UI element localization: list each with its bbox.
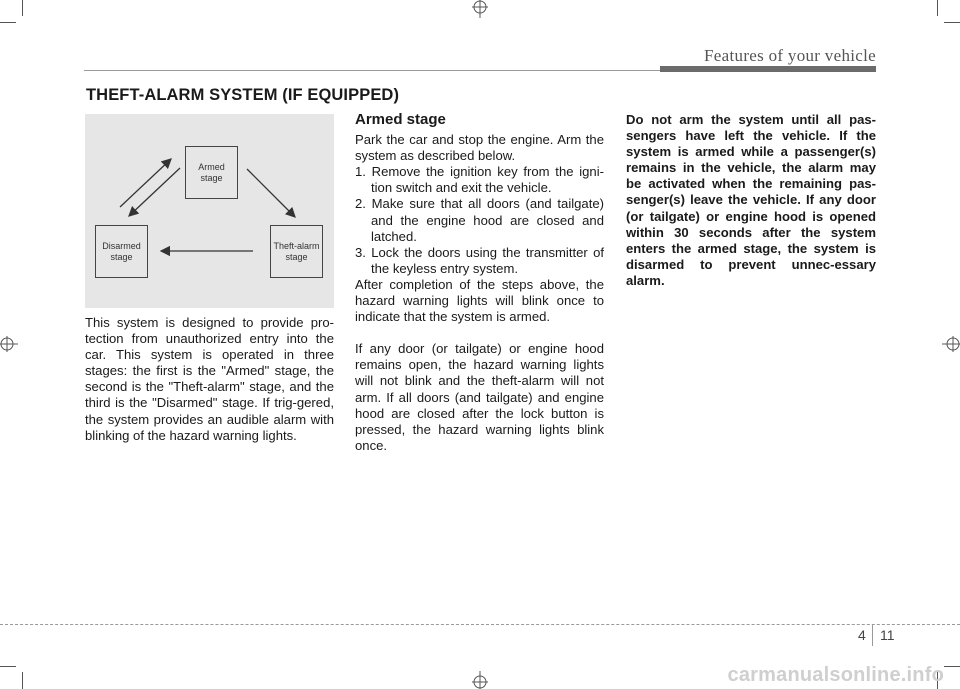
crop-mark [937, 0, 938, 16]
crop-mark [22, 672, 23, 689]
registration-mark-right [940, 334, 960, 354]
section-title: THEFT-ALARM SYSTEM (IF EQUIPPED) [86, 86, 400, 104]
crop-mark [0, 666, 16, 667]
list-item: 3. Lock the doors using the transmitter of the keyless entry system. [355, 244, 604, 276]
disarmed-stage-label: Disarmed stage [102, 240, 141, 262]
registration-mark-left [0, 334, 20, 354]
chapter-number: 4 [858, 627, 866, 643]
crop-mark [944, 22, 960, 23]
arrow-armed-to-theft [247, 169, 295, 217]
crop-mark [22, 0, 23, 16]
crop-mark [0, 22, 16, 23]
list-item: 1. Remove the ignition key from the igni-tion switch and exit the vehicle. [355, 164, 604, 196]
door-open-paragraph: If any door (or tailgate) or engine hood remains open, the hazard warning lights will not blink and the theft-alarm will not arm. If all doors (and tailgate) and engine hood are closed after the lock button is pressed, the hazard warning lights blink once. [355, 341, 604, 453]
footer-rule [0, 624, 960, 625]
column-2 [355, 112, 604, 462]
crop-mark [944, 666, 960, 667]
intro-paragraph: This system is designed to provide pro-tection from unauthorized entry into the car. This system is operated in three stages: the first is the "Armed" stage, the second is the "Theft-alarm" stage, and the third is the "Disarmed" stage. If trig-gered, the system provides an audible alarm with blinking of the hazard warning lights. [85, 315, 334, 443]
registration-mark-bottom [470, 669, 490, 689]
column-3 [626, 112, 876, 289]
page-number: 11 [880, 627, 895, 643]
page-number-divider [872, 624, 873, 646]
armed-stage-intro: Park the car and stop the engine. Arm the system as described below. [355, 132, 604, 164]
arming-steps [355, 164, 604, 277]
armed-stage-heading: Armed stage [355, 111, 446, 128]
column-1 [85, 315, 334, 452]
header-rule-accent [660, 66, 876, 72]
diagram-arrows [85, 114, 334, 308]
running-header: Features of your vehicle [704, 46, 876, 65]
theft-alarm-stage-label: Theft-alarm stage [273, 240, 320, 262]
armed-stage-label: Armed stage [198, 161, 225, 183]
alarm-stage-diagram [85, 114, 334, 308]
list-item: 2. Make sure that all doors (and tailgate) and the engine hood are closed and latched. [355, 196, 604, 244]
watermark: carmanualsonline.info [727, 664, 944, 686]
after-arming-paragraph: After completion of the steps above, the hazard warning lights will blink once to indicate that the system is armed. [355, 276, 604, 325]
arming-warning: Do not arm the system until all pas-sengers have left the vehicle. If the system is armed while a passenger(s) remains in the vehicle, the alarm may be activated when the remaining pas-senger(s) leave the vehicle. If any door (or tailgate) or engine hood is opened within 30 seconds after the system enters the armed stage, the system is disarmed to prevent unnec-essary alarm. [626, 112, 876, 288]
registration-mark-top [470, 0, 490, 20]
